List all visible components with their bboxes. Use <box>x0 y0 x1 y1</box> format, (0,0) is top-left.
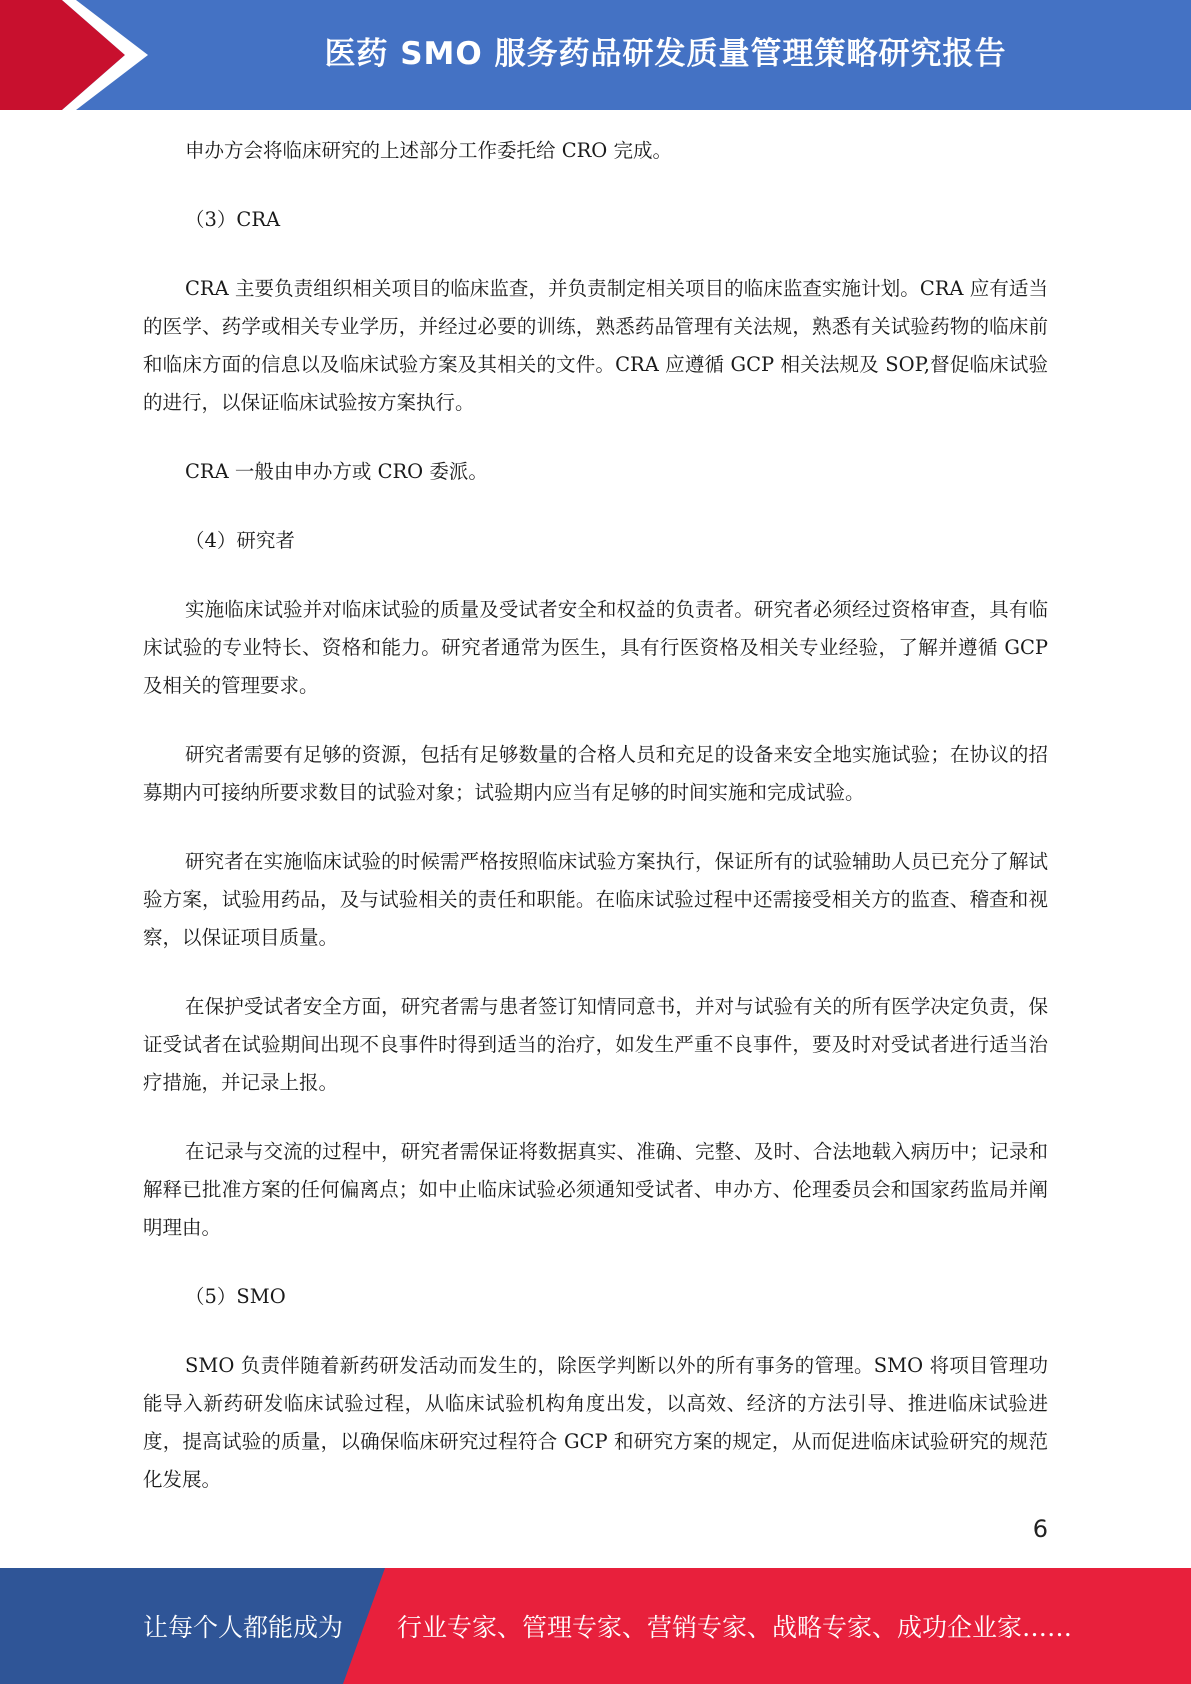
paragraph: 在保护受试者安全方面，研究者需与患者签订知情同意书，并对与试验有关的所有医学决定负责，保证受试者在试验期间出现不良事件时得到适当的治疗，如发生严重不良事件，要及时对受试者进行适当治疗措施，并记录上报。 <box>143 995 1048 1094</box>
paragraph: 在记录与交流的过程中，研究者需保证将数据真实、准确、完整、及时、合法地载入病历中；记录和解释已批准方案的任何偏离点；如中止临床试验必须通知受试者、申办方、伦理委员会和国家药监局并阐明理由。 <box>143 1140 1048 1239</box>
page-footer <box>0 1568 1191 1684</box>
footer-slogan-lead: 让每个人都能成为 <box>143 1613 344 1642</box>
section-heading-cra: （3）CRA <box>185 208 281 231</box>
paragraph: 申办方会将临床研究的上述部分工作委托给 CRO 完成。 <box>185 139 672 162</box>
page-header <box>0 0 1191 110</box>
paragraph: CRA 主要负责组织相关项目的临床监查，并负责制定相关项目的临床监查实施计划。CRA 应有适当的医学、药学或相关专业学历，并经过必要的训练，熟悉药品管理有关法规，熟悉有关试验药物的临床前和临床方面的信息以及临床试验方案及其相关的文件。CRA 应遵循 GCP 相关法规及 SOP,督促临床试验的进行，以保证临床试验按方案执行。 <box>143 277 1048 414</box>
paragraph: 实施临床试验并对临床试验的质量及受试者安全和权益的负责者。研究者必须经过资格审查，具有临床试验的专业特长、资格和能力。研究者通常为医生，具有行医资格及相关专业经验，了解并遵循 GCP 及相关的管理要求。 <box>143 598 1048 697</box>
paragraph: SMO 负责伴随着新药研发活动而发生的，除医学判断以外的所有事务的管理。SMO 将项目管理功能导入新药研发临床试验过程，从临床试验机构角度出发，以高效、经济的方法引导、推进临床试验进度，提高试验的质量，以确保临床研究过程符合 GCP 和研究方案的规定，从而促进临床试验研究的规范化发展。 <box>143 1354 1048 1491</box>
section-heading-smo: （5）SMO <box>185 1285 286 1308</box>
section-heading-investigator: （4）研究者 <box>185 529 295 552</box>
paragraph: 研究者需要有足够的资源，包括有足够数量的合格人员和充足的设备来安全地实施试验；在协议的招募期内可接纳所要求数目的试验对象；试验期内应当有足够的时间实施和完成试验。 <box>143 743 1048 804</box>
paragraph: 研究者在实施临床试验的时候需严格按照临床试验方案执行，保证所有的试验辅助人员已充分了解试验方案，试验用药品，及与试验相关的责任和职能。在临床试验过程中还需接受相关方的监查、稽查和视察，以保证项目质量。 <box>143 850 1048 949</box>
report-title: 医药 SMO 服务药品研发质量管理策略研究报告 <box>324 35 1007 72</box>
page-number: 6 <box>1032 1515 1048 1543</box>
document-body <box>143 132 1048 1530</box>
footer-slogan-list: 行业专家、管理专家、营销专家、战略专家、成功企业家…… <box>397 1613 1073 1642</box>
paragraph: CRA 一般由申办方或 CRO 委派。 <box>185 460 488 483</box>
